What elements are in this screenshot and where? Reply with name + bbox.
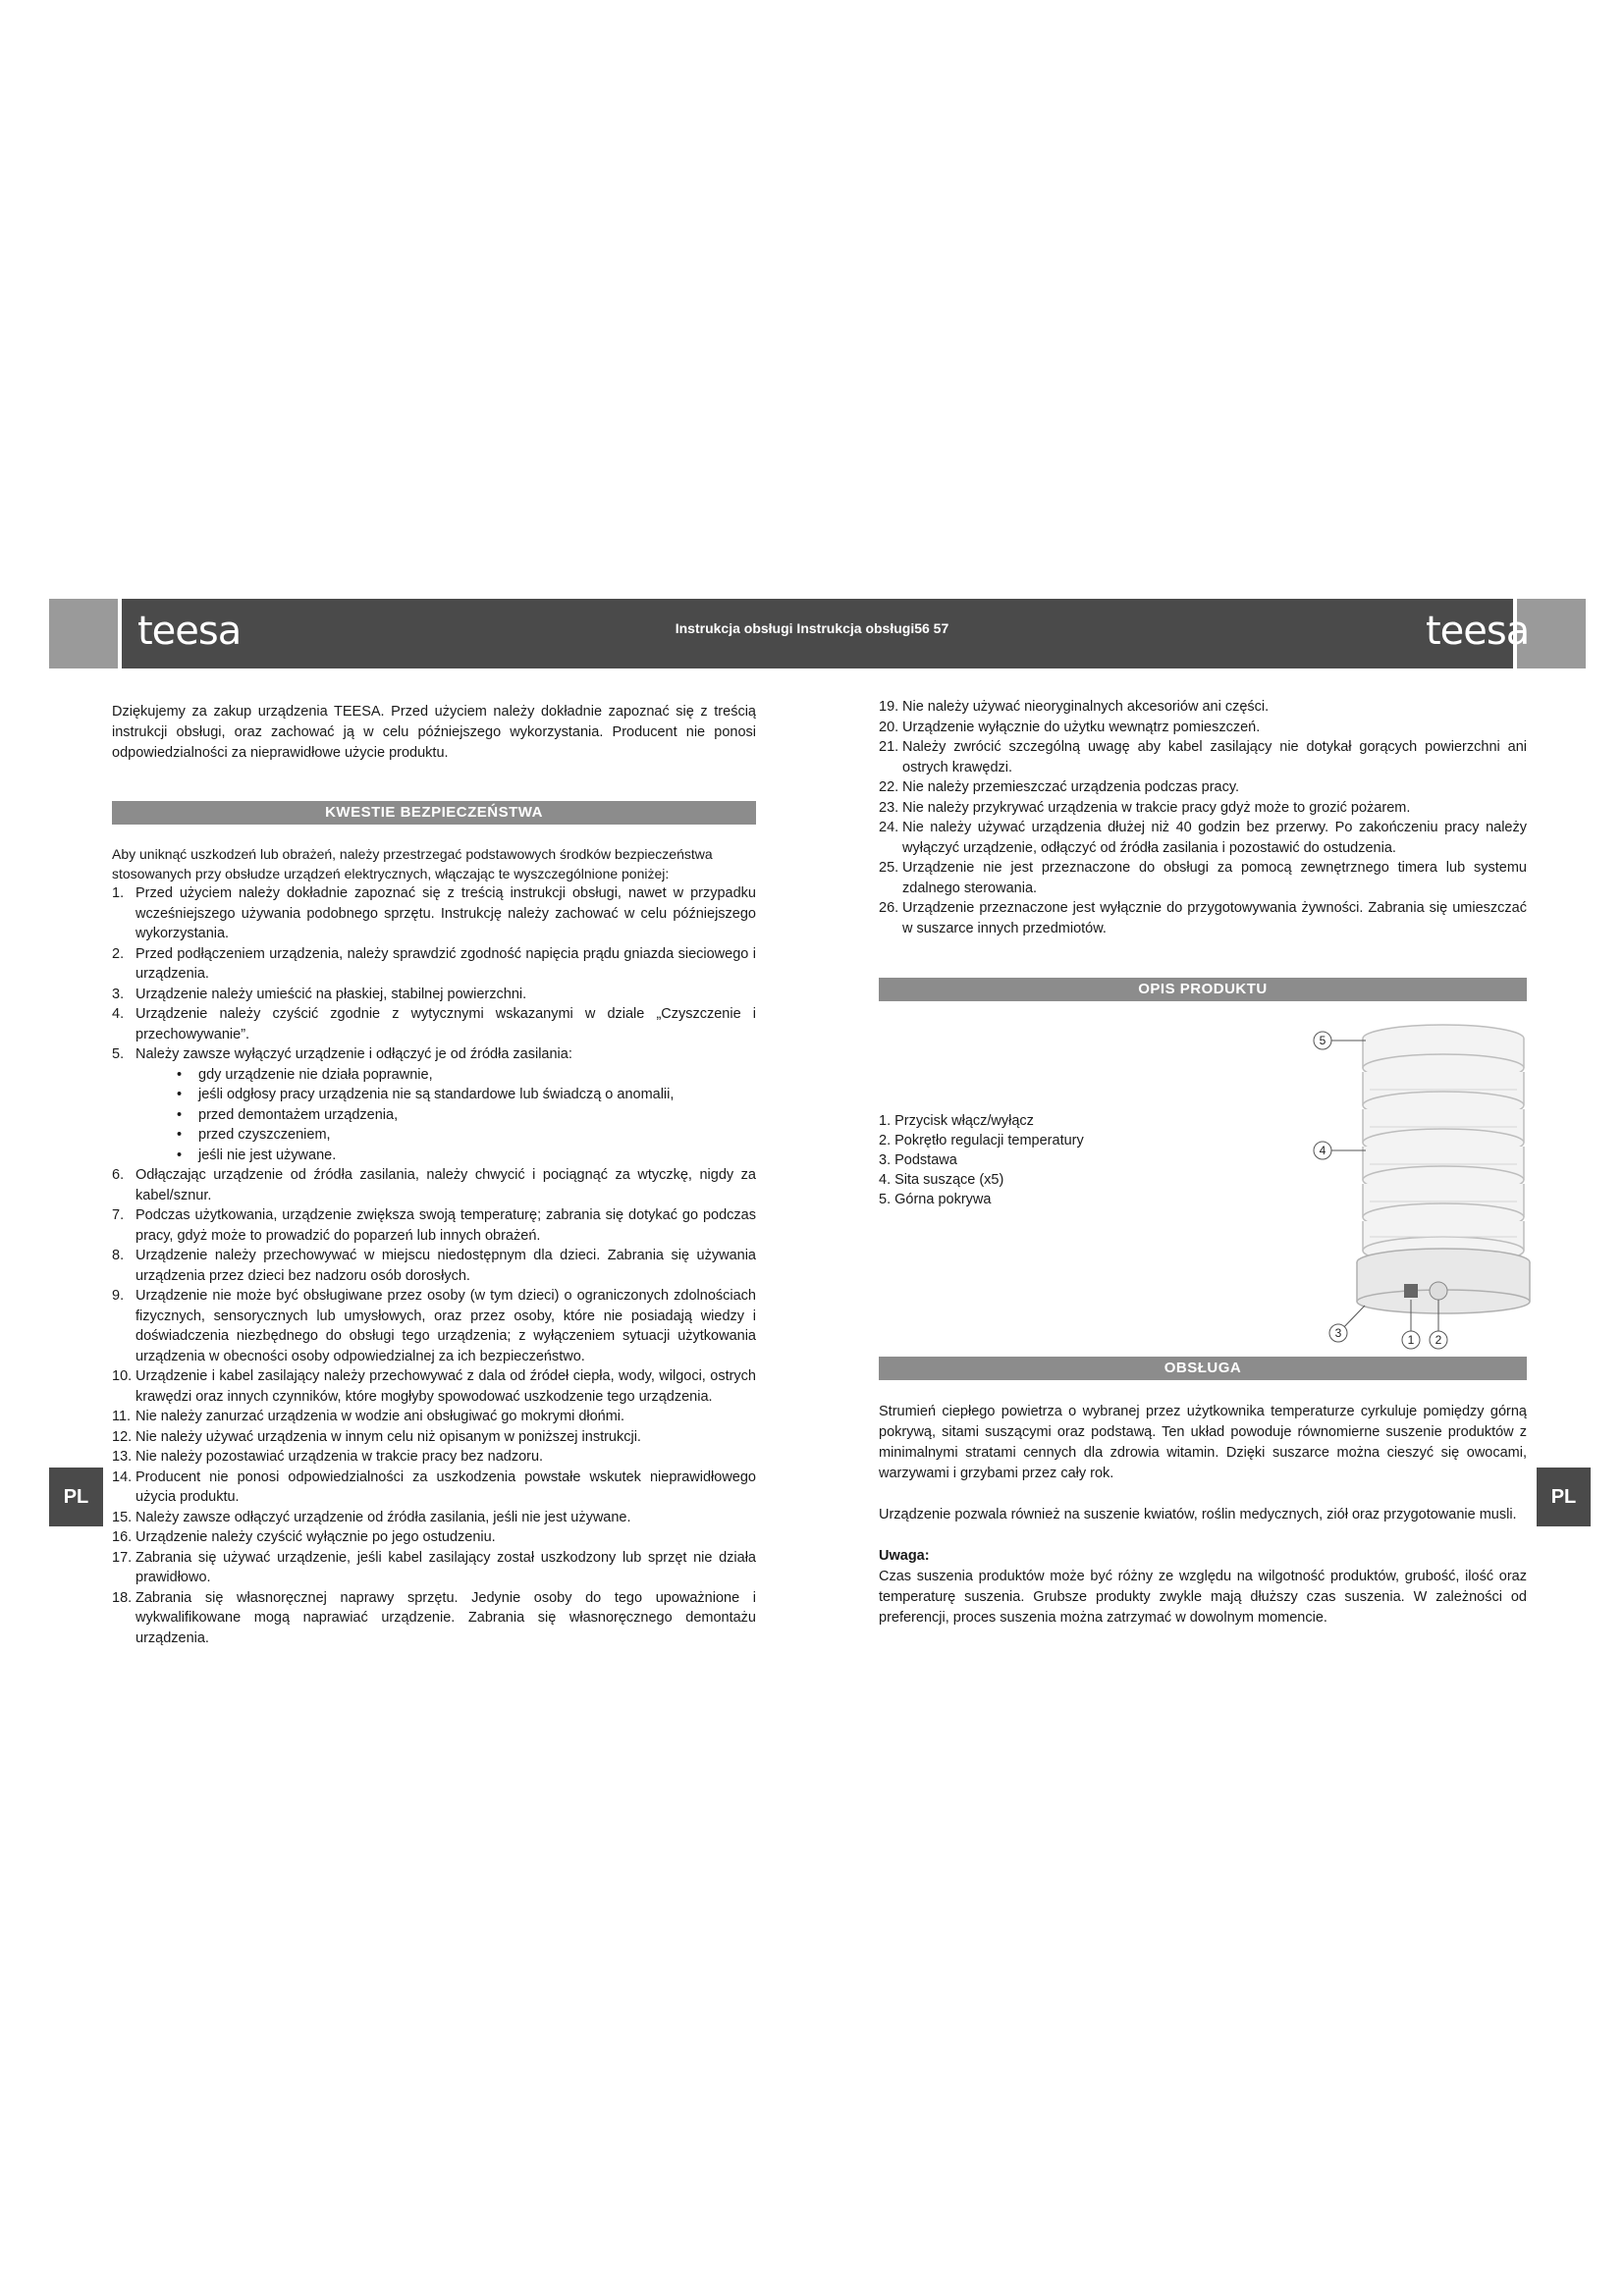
list-item: 26. Urządzenie przeznaczone jest wyłącznie do przygotowywania żywności. Zabrania się umieszczać w suszarce innych przedmiotów. (879, 900, 1527, 936)
safety-lead: Aby uniknąć uszkodzeń lub obrażeń, należy przestrzegać podstawowych środków bezpieczeństwa stosowanych przy obsłudze urządzeń elektrycznych, włączając te wyszczególnione poniżej: (112, 846, 713, 881)
operation-paragraph-1: Strumień ciepłego powietrza o wybranej przez użytkownika temperaturze cyrkuluje pomiędzy górną pokrywą, sitami suszącymi oraz podstawą. Ten układ powoduje równomierne suszenie produktów z minimalnymi stratami cennych dla zdrowia witamin. Dzięki suszarce można cieszyć się owocami, warzywami i grzybami przez cały rok. (879, 1404, 1527, 1481)
list-item: 20. Urządzenie wyłącznie do użytku wewnątrz pomieszczeń. (879, 719, 1261, 735)
svg-text:4: 4 (1319, 1144, 1326, 1157)
list-item: 11. Nie należy zanurzać urządzenia w wodzie ani obsługiwać go mokrymi dłońmi. (112, 1409, 625, 1424)
logo-left: teesa (137, 609, 242, 654)
sub-list-item: • gdy urządzenie nie działa poprawnie, (177, 1065, 756, 1086)
feature-item: 2. Pokrętło regulacji temperatury (879, 1133, 1084, 1148)
list-item: 8. Urządzenie należy przechowywać w miejscu niedostępnym dla dzieci. Zabrania się używania urządzenia przez dzieci bez nadzoru osób dorosłych. (112, 1248, 756, 1284)
list-item: 3. Urządzenie należy umieścić na płaskiej, stabilnej powierzchni. (112, 986, 527, 1002)
svg-text:1: 1 (1407, 1333, 1415, 1347)
list-item: 19. Nie należy używać nieoryginalnych akcesoriów ani części. (879, 699, 1270, 715)
list-item: 10. Urządzenie i kabel zasilający należy przechowywać z dala od źródeł ciepła, wody, wilgoci, ostrych krawędzi oraz innych czynników, które mogłyby spowodować uszkodzenie tego urządzenia. (112, 1368, 756, 1405)
list-item: 23. Nie należy przykrywać urządzenia w trakcie pracy gdyż może to grozić pożarem. (879, 799, 1411, 816)
product-heading: OPIS PRODUKTU (879, 978, 1527, 1001)
sub-list-item: • jeśli nie jest używane. (177, 1146, 756, 1166)
svg-text:5: 5 (1319, 1034, 1326, 1047)
operation-paragraph-2: Urządzenie pozwala również na suszenie kwiatów, roślin medycznych, ziół oraz przygotowanie musli. (879, 1507, 1517, 1522)
list-item: 1. Przed użyciem należy dokładnie zapoznać się z treścią instrukcji obsługi, nawet w przypadku wcześniejszego używania podobnego sprzętu. Instrukcję należy zachować w celu późniejszego wykorzystania. (112, 885, 756, 941)
list-item: 7. Podczas użytkowania, urządzenie zwiększa swoją temperaturę; zabrania się dotykać go podczas pracy, gdyż może to prowadzić do poparzeń lub innych obrażeń. (112, 1207, 756, 1244)
language-tab-left: PL (49, 1468, 103, 1526)
dehydrator-illustration (1311, 1021, 1537, 1355)
safety-list-continued (879, 697, 1527, 938)
safety-list (112, 883, 756, 1648)
sub-list-item: • przed demontażem urządzenia, (177, 1105, 756, 1126)
language-tab-right: PL (1537, 1468, 1591, 1526)
list-item: 22. Nie należy przemieszczać urządzenia podczas pracy. (879, 779, 1240, 795)
list-item: 6. Odłączając urządzenie od źródła zasilania, należy chwycić i pociągnąć za wtyczkę, nigdy za kabel/sznur. (112, 1167, 756, 1203)
list-item: 18. Zabrania się własnoręcznej naprawy sprzętu. Jedynie osoby do tego upoważnione i wykwalifikowane mogą naprawiać urządzenie. Zabrania się własnoręcznego demontażu urządzenia. (112, 1589, 756, 1646)
list-item: 12. Nie należy używać urządzenia w innym celu niż opisanym w poniższej instrukcji. (112, 1428, 641, 1445)
list-item: 17. Zabrania się używać urządzenie, jeśli kabel zasilający został uszkodzony lub sprzęt nie działa prawidłowo. (112, 1549, 756, 1585)
feature-item: 3. Podstawa (879, 1152, 957, 1168)
list-item: 21. Należy zwrócić szczególną uwagę aby kabel zasilający nie dotykał gorących powierzchni ani ostrych krawędzi. (879, 739, 1527, 775)
sub-list (135, 1065, 756, 1166)
list-item: 2. Przed podłączeniem urządzenia, należy sprawdzić zgodność napięcia prądu gniazda sieciowego i urządzenia. (112, 945, 756, 982)
sub-list-item: • przed czyszczeniem, (177, 1125, 756, 1146)
feature-item: 1. Przycisk włącz/wyłącz (879, 1113, 1034, 1129)
list-item: 4. Urządzenie należy czyścić zgodnie z wytycznymi wskazanymi w dziale „Czyszczenie i przechowywanie”. (112, 1006, 756, 1042)
note-paragraph: Czas suszenia produktów może być różny ze względu na wilgotność produktów, grubość, ilość oraz temperaturę suszenia. Grubsze produkty zwykle mają dłuższy czas suszenia. W zależności od preferencji, proces suszenia można zatrzymać w dowolnym momencie. (879, 1569, 1527, 1626)
feature-item: 4. Sita suszące (x5) (879, 1172, 1004, 1188)
safety-heading: KWESTIE BEZPIECZEŃSTWA (112, 801, 756, 825)
left-column (112, 702, 756, 1648)
list-item: 25. Urządzenie nie jest przeznaczone do obsługi za pomocą zewnętrznego timera lub systemu zdalnego sterowania. (879, 860, 1527, 896)
logo-right: teesa (1426, 609, 1530, 654)
intro-paragraph: Dziękujemy za zakup urządzenia TEESA. Przed użyciem należy dokładnie zapoznać się z treścią instrukcji obsługi, oraz zachować ją w celu późniejszego wykorzystania. Producent nie ponosi odpowiedzialności za nieprawidłowe użycie produktu. (112, 704, 756, 761)
svg-text:3: 3 (1334, 1326, 1342, 1340)
list-item: 13. Nie należy pozostawiać urządzenia w trakcie pracy bez nadzoru. (112, 1449, 544, 1465)
list-item: 24. Nie należy używać urządzenia dłużej niż 40 godzin bez przerwy. Po zakończeniu pracy należy wyłączyć urządzenie, odłączyć od źródła zasilania i pozostawić do ostudzenia. (879, 820, 1527, 856)
page-title: Instrukcja obsługi Instrukcja obsługi56 57 (675, 620, 949, 636)
svg-text:2: 2 (1435, 1333, 1442, 1347)
operation-heading: OBSŁUGA (879, 1357, 1527, 1380)
list-item: 9. Urządzenie nie może być obsługiwane przez osoby (w tym dzieci) o ograniczonych zdolnościach fizycznych, sensorycznych lub umysłowych, oraz przez osoby, które nie posiadają wiedzy i doświadczenia niezbędnego do obsługi tego urządzenia; z wyłączeniem sytuacji użytkowania urządzenia w obecności osoby odpowiedzialnej za ich bezpieczeństwo. (112, 1288, 756, 1364)
list-item: 14. Producent nie ponosi odpowiedzialności za uszkodzenia powstałe wskutek nieprawidłowego użycia produktu. (112, 1468, 756, 1505)
power-switch-icon (1404, 1284, 1418, 1298)
list-item: 5. Należy zawsze wyłączyć urządzenie i odłączyć je od źródła zasilania: • gdy urządzenie nie działa poprawnie, • jeśli odgłosy pracy urządzenia nie są standardowe lub świadczą o anomalii, • przed demontażem urządzenia, • przed czyszczeniem, • jeśli nie jest używane. (112, 1044, 756, 1165)
note-label: Uwaga: (879, 1548, 930, 1564)
list-item: 15. Należy zawsze odłączyć urządzenie od źródła zasilania, jeśli nie jest używane. (112, 1509, 631, 1525)
feature-item: 5. Górna pokrywa (879, 1192, 992, 1207)
list-item: 16. Urządzenie należy czyścić wyłącznie po jego ostudzeniu. (112, 1529, 496, 1545)
sub-list-item: • jeśli odgłosy pracy urządzenia nie są standardowe lub świadczą o anomalii, (177, 1085, 756, 1105)
temperature-knob-icon (1430, 1282, 1447, 1300)
